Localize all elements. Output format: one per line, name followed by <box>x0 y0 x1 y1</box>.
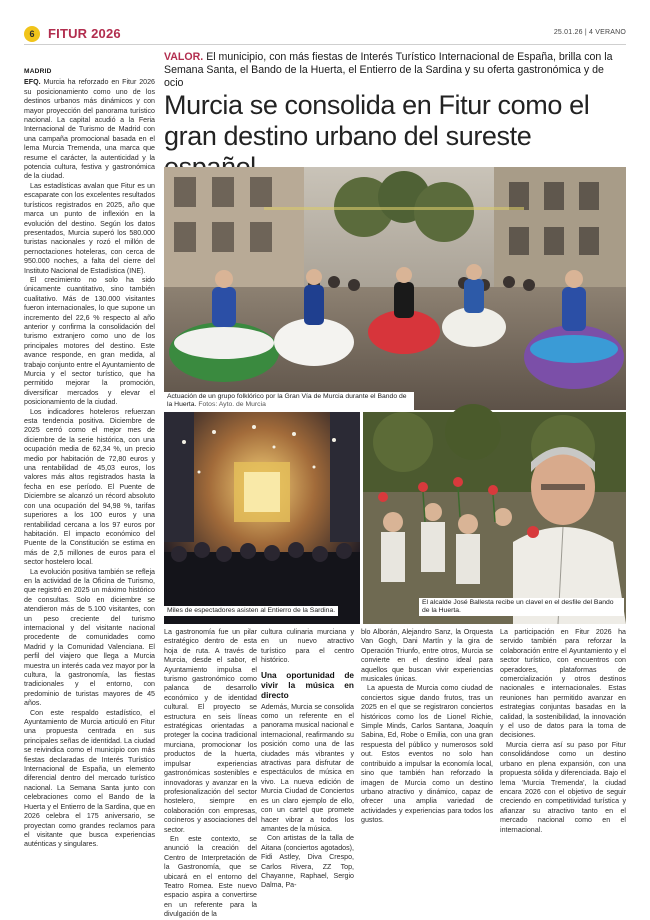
column-1 <box>24 67 155 847</box>
subheading: Una oportunidad de vivir la música en directo <box>261 669 354 700</box>
photo-mayor-carnation <box>363 412 626 624</box>
paragraph: Murcia cierra así su paso por Fitur consolidándose como un destino urbano en plena expansión, con una propuesta sólida y diferenciada. Bajo el lema 'Murcia Tremenda', la ciudad encara 2026 con el objetivo de seguir creciendo en competitividad turística y afianzar su atractivo tanto en el mercado nacional como en el internacional. <box>500 740 626 834</box>
column-5 <box>361 628 493 848</box>
paragraph: Con este respaldo estadístico, el Ayuntamiento de Murcia articuló en Fitur una propuesta centrada en sus principales señas de identidad. La ciudad se reivindica como el municipio con más fiestas declaradas de Interés Turístico Internacional de España, un elemento diferencial dentro del mercado turístico nacional. La Semana Santa junto con celebraciones como el Bando de la Huerta y el Entierro de la Sardina, que en 2026 celebra el 175 aniversario, se proyectan como grandes reclamos para el visitante que busca experiencias auténticas y singulares. <box>24 708 155 849</box>
photo-night-crowd <box>164 412 360 624</box>
column-3 <box>164 628 257 919</box>
paragraph: El crecimiento no solo ha sido únicamente cuantitativo, sino también cualitativo. Más de 130.000 visitantes fueron internacionales, lo que supone un incremento del 22,6 % respecto al año anterior y confirma la consolidación del turismo extranjero como uno de los principales motores del destino. Este avance responde, en gran medida, al trabajo conjunto entre el Ayuntamiento de Murcia y el sector turístico, que ha permitido mejorar la promoción, diversificar mercados y elevar el posicionamiento de la ciudad. <box>24 275 155 407</box>
paragraph: La participación en Fitur 2026 ha servido también para reforzar la colaboración entre el Ayuntamiento y el sector turístico, con encuentros con operadores, plataformas de comercialización y otros destinos nacionales e internacionales. Estas reuniones han permitido avanzar en estrategias conjuntas basadas en la calidad, la sostenibilidad, la innovación y el uso de datos para la toma de decisiones. <box>500 628 626 740</box>
paragraph: Además, Murcia se consolida como un referente en el panorama musical nacional e internacional, reafirmando su posición como una de las ciudades más vibrantes y atractivas para disfrutar de espectáculos de música en vivo. La nueva edición de Murcia Ciudad de Conciertos es un claro ejemplo de ello, con un cartel que promete hacer vibrar a todos los amantes de la música. <box>261 702 354 833</box>
caption-text: Miles de espectadores asisten al Entierro de la Sardina. <box>167 607 336 614</box>
lead-paragraph <box>24 78 155 181</box>
paragraph: blo Alborán, Alejandro Sanz, la Orquesta Van Gogh, Dani Martín y la gira de Operación Triunfo, entre otros, Murcia se convierte en el destino ideal para aquellos que buscan vivir experiencias musicales únicas. <box>361 628 493 684</box>
paragraph: La gastronomía fue un pilar estratégico dentro de esta hoja de ruta. A través de Murcia, desde el sabor, el Ayuntamiento impulsa el turismo gastronómico como palanca de desarrollo económico y de identidad cultural. El proyecto se estructura en seis líneas estratégicas orientadas a proteger la cocina tradicional murciana, promocionar los productos de la huerta, impulsar experiencias gastronómicas sostenibles e innovadoras y avanzar en la profesionalización del sector hostelero, siempre en colaboración con empresas, cocineros y asociaciones del sector. <box>164 628 257 834</box>
column-6 <box>500 628 626 848</box>
paragraph: Murcia ha reforzado en Fitur 2026 su posicionamiento como uno de los destinos urbanos más dinámicos y con mayor proyección del panorama turístico nacional. La capital acudió a la Feria Internacional de Turismo de Madrid con una campaña promocional basada en el lema Murcia Tremenda, una marca que resume el carácter, la autenticidad y la potencia cultura, festiva y gastronómica de la ciudad. <box>24 78 155 181</box>
photo-caption <box>164 606 338 616</box>
deck-tag: VALOR. <box>164 51 204 63</box>
section-title: FITUR 2026 <box>48 26 121 41</box>
photo-caption <box>164 392 414 410</box>
page-number: 6 <box>24 26 40 42</box>
paragraph: Las estadísticas avalan que Fitur es un escaparate con los excelentes resultados turísticos registrados en 2025, año que marca un punto de inflexión en la evolución del destino. Según los datos presentados, Murcia superó los 580.000 turistas nacionales y rozó el millón de pernoctaciones hoteleras, con cerca de 950.000 noches, a falta del cierre del Instituto Nacional de Estadística (INE). <box>24 181 155 275</box>
deck <box>164 51 626 91</box>
date-line: 25.01.26 | 4 VERANO <box>553 29 626 36</box>
photo-credit: Fotos: Ayto. de Murcia <box>196 401 266 408</box>
header-divider <box>24 44 626 45</box>
headline: Murcia se consolida en Fitur como el gran destino urbano del sureste <box>164 90 590 151</box>
caption-text: El alcalde José Ballesta recibe un clavel en el desfile del Bando de la Huerta. <box>422 599 614 614</box>
paragraph: Los indicadores hoteleros refuerzan esta tendencia positiva. Diciembre de 2025 cerró como el mejor mes de diciembre de la serie histórica, con una ocupación media de 62,34 %, un precio medio por habitación de 72,80 euros y una rentabilidad de 45,03 euros, los valores más altos registrados hasta la fecha en ese período. El Puente de Diciembre se alcanzó un récord absoluto con una ocupación del 94,98 %, tarifas superiores a los 100 euros y una rentabilidad cercana a los 97 euros por habitación. El impacto económico del Puente de la Constitución se estima en más de 2,5 millones de euros para el sector hostelero local. <box>24 407 155 567</box>
paragraph: En este contexto, se anunció la creación del Centro de Interpretación de la Gastronomía, que se ubicará en el entorno del Teatro Romea. Este nuevo espacio aspira a convertirse en un referente para la divulgación de la <box>164 834 257 919</box>
paragraph: cultura culinaria murciana y en un nuevo atractivo turístico para el centro histórico. <box>261 628 354 665</box>
column-4 <box>261 628 354 890</box>
paragraph: La apuesta de Murcia como ciudad de conciertos sigue dando frutos, tras un 2025 en el que se registraron conciertos históricos como los de Lionel Richie, Simple Minds, Carlos Santana, Joaquín Sabina, Ed, Robe o Emilia, con una gran respuesta del público y numerosos sold out. Estos eventos no solo han contribuido a impulsar la economía local, sino que también han reforzado la imagen de Murcia como un destino urbano atractivo y dinámico, capaz de ofrecer una amplia variedad de actividades y experiencias para todos los gustos. <box>361 684 493 825</box>
deck-text: El municipio, con más fiestas de Interés Turístico Internacional de España, brilla con la Semana Santa, el Bando de la Huerta, el Entierro de la Sardina y su oferta gastronómica y de ocio <box>164 51 613 90</box>
photo-caption <box>419 598 624 616</box>
agency-tag: EFQ. <box>24 78 41 87</box>
page-header <box>24 26 626 42</box>
paragraph: La evolución positiva también se refleja en la actividad de la Oficina de Turismo, que registró en 2025 un máximo histórico de consultas. Solo en diciembre se atendieron más de 5.100 visitantes, con un peso creciente del turismo internacional y del visitante nacional procedente de comunidades como Madrid y la Comunidad Valenciana. El perfil del viajero que llega a Murcia muestra un interés cada vez mayor por la cultura, la gastronomía, las fiestas tradicionales y el entorno, con predominio de turistas mayores de 45 años. <box>24 567 155 708</box>
paragraph: Con artistas de la talla de Aitana (conciertos agotados), Fidi Astley, Diva Crespo, Carlos Rivera, ZZ Top, Chayanne, Raphael, Sergio Dalma, Pa- <box>261 834 354 890</box>
kicker: MADRID <box>24 68 52 75</box>
photo-folk-dancers <box>164 167 626 410</box>
caption-text: Actuación de un grupo folklórico por la Gran Vía de Murcia durante el Bando de la Huerta. <box>167 393 407 408</box>
